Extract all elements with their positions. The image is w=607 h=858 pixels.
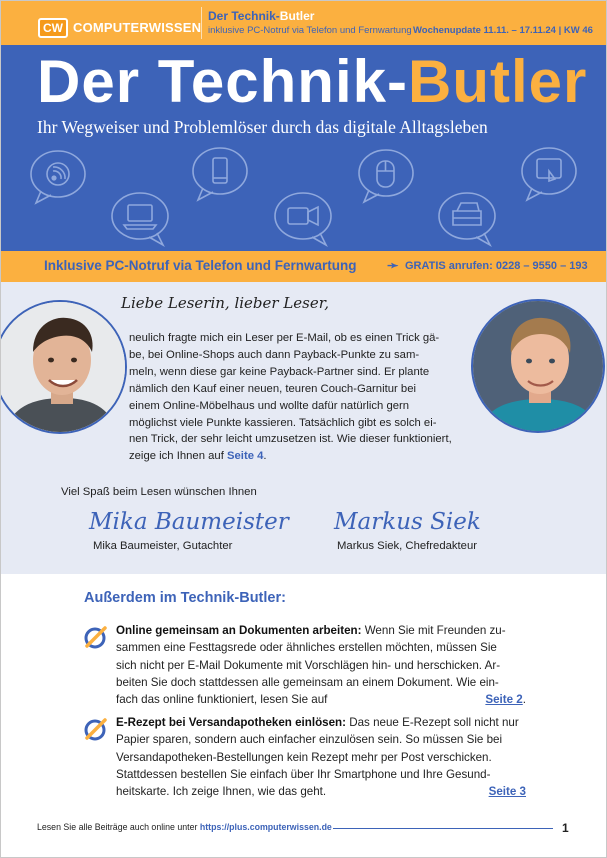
masthead-title (37, 48, 588, 115)
footer-divider (333, 828, 553, 829)
logo-text: COMPUTERWISSEN (73, 20, 202, 35)
topbar-subtitle: inklusive PC-Notruf via Telefon und Fernwartung (208, 25, 412, 36)
teaser-text (116, 622, 526, 708)
teaser-line (116, 691, 526, 708)
smartphone-icon (193, 148, 247, 200)
notruf-phone: GRATIS anrufen: 0228 – 9550 – 193 (405, 259, 588, 272)
teaser-line (116, 783, 526, 800)
footer-url-link[interactable]: https://plus.computerwissen.de (199, 822, 332, 832)
rss-icon (31, 151, 85, 203)
teaser-line: Papier sparen, sondern auch einfacher einzulösen sein. So müssen Sie bei (116, 733, 503, 747)
top-bar (1, 1, 607, 45)
masthead-tagline: Ihr Wegweiser und Problemlöser durch das digitale Alltagsleben (37, 117, 488, 137)
page-reference-link[interactable]: Seite 3 (488, 785, 526, 799)
topbar-title-main: Der Technik- (208, 9, 280, 23)
teaser-line: Stattdessen bestellen Sie einfach über Ihr Smartphone und Ihre Gesund- (116, 767, 491, 781)
editor-letter (1, 282, 607, 574)
notruf-bar (1, 251, 607, 282)
signature-right: Markus Siek (334, 509, 481, 535)
teaser-heading: E-Rezept bei Versandapotheken einlösen: (116, 716, 347, 729)
page-reference-link[interactable]: Seite 4 (226, 450, 264, 463)
topbar-week: Wochenupdate 11.11. – 17.11.24 | KW 46 (413, 25, 593, 36)
footer-text (37, 822, 332, 832)
teaser-line (116, 622, 526, 639)
notruf-text: Inklusive PC-Notruf via Telefon und Fernwartung (44, 258, 357, 273)
letter-greeting: Liebe Leserin, lieber Leser, (121, 294, 330, 312)
teaser-last-line: fach das online funktioniert, lesen Sie auf (116, 693, 328, 707)
signer-left: Mika Baumeister, Gutachter (93, 540, 233, 552)
letter-line: einem Online-Möbelhaus und wollte dafür natürlich gern (129, 399, 410, 412)
topbar-divider (201, 7, 202, 39)
scanner-icon (439, 193, 495, 245)
teaser-line: sich nicht per E-Mail Dokumente mit Vorschlägen hin- und herschicken. Ar- (116, 658, 501, 672)
header-icon-row (1, 141, 607, 251)
also-section-title: Außerdem im Technik-Butler: (84, 590, 286, 606)
topbar-title-accent: Butler (279, 9, 315, 23)
letter-line: nen Trick, der sehr leicht umzusetzen ist. Wie dieser funktioniert, (129, 433, 452, 446)
letter-last-line-text: zeige ich Ihnen auf (129, 450, 227, 463)
author-photo-left (0, 300, 127, 434)
teaser-ref-suffix: . (522, 693, 526, 707)
masthead-title-main: Der Technik- (37, 48, 408, 115)
teaser-last-line: heitskarte. Ich zeige Ihnen, wie das geht. (116, 785, 327, 799)
letter-line: neulich fragte mich ein Leser per E-Mail, ob es einen Trick gä- (129, 332, 440, 344)
page-number: 1 (562, 821, 569, 835)
header (1, 1, 607, 251)
arrow-right-icon: ➛ (387, 257, 399, 273)
letter-body (129, 330, 471, 465)
letter-line: meln, wenn diese gar keine Payback-Partner sind. Er plante (129, 365, 430, 378)
signature-left: Mika Baumeister (89, 509, 289, 535)
teaser-first-line: Das neue E-Rezept soll nicht nur (346, 716, 519, 729)
letter-last-line-suffix: . (263, 450, 267, 463)
teaser-line (116, 714, 526, 731)
teaser-ref-wrap (489, 783, 526, 800)
masthead-title-accent: Butler (407, 48, 588, 115)
letter-line: möglichst viele Punkte kassieren. Tatsächlich gibt es solch ei- (129, 416, 437, 429)
letter-line: be, bei Online-Shops auch dann Payback-Punkte zu sam- (129, 348, 420, 361)
letter-line: nämlich den Kauf einer neuen, teuren Couch-Garnitur bei (129, 382, 416, 395)
page-reference-link[interactable]: Seite 2 (485, 693, 523, 707)
video-camera-icon (275, 193, 331, 245)
letter-closing: Viel Spaß beim Lesen wünschen Ihnen (61, 486, 257, 498)
teaser-first-line: Wenn Sie mit Freunden zu- (361, 624, 506, 637)
topbar-title (208, 9, 314, 23)
teaser-ref-wrap (485, 691, 526, 708)
laptop-icon (112, 193, 168, 245)
footer-label: Lesen Sie alle Beiträge auch online unter (37, 822, 200, 832)
letter-line (129, 448, 471, 465)
teaser-heading: Online gemeinsam an Dokumenten arbeiten: (116, 624, 362, 637)
mouse-icon (359, 150, 413, 202)
logo-mark: CW (38, 18, 68, 38)
teaser-text (116, 714, 526, 800)
checkmark-icon (83, 716, 109, 742)
teaser-line: sammen eine Festtagsrede oder ähnliches erstellen möchten, müssen Sie (116, 641, 497, 655)
signer-right: Markus Siek, Chefredakteur (337, 540, 478, 552)
teaser-line: Versandapotheken-Bestellungen kein Rezept mehr per Post verschicken. (116, 750, 492, 764)
checkmark-icon (83, 624, 109, 650)
author-photo-right (471, 299, 605, 433)
teaser-line: beiten Sie doch stattdessen alle gemeinsam an einem Dokument. Wie ein- (116, 675, 499, 689)
touchscreen-icon (522, 148, 576, 200)
